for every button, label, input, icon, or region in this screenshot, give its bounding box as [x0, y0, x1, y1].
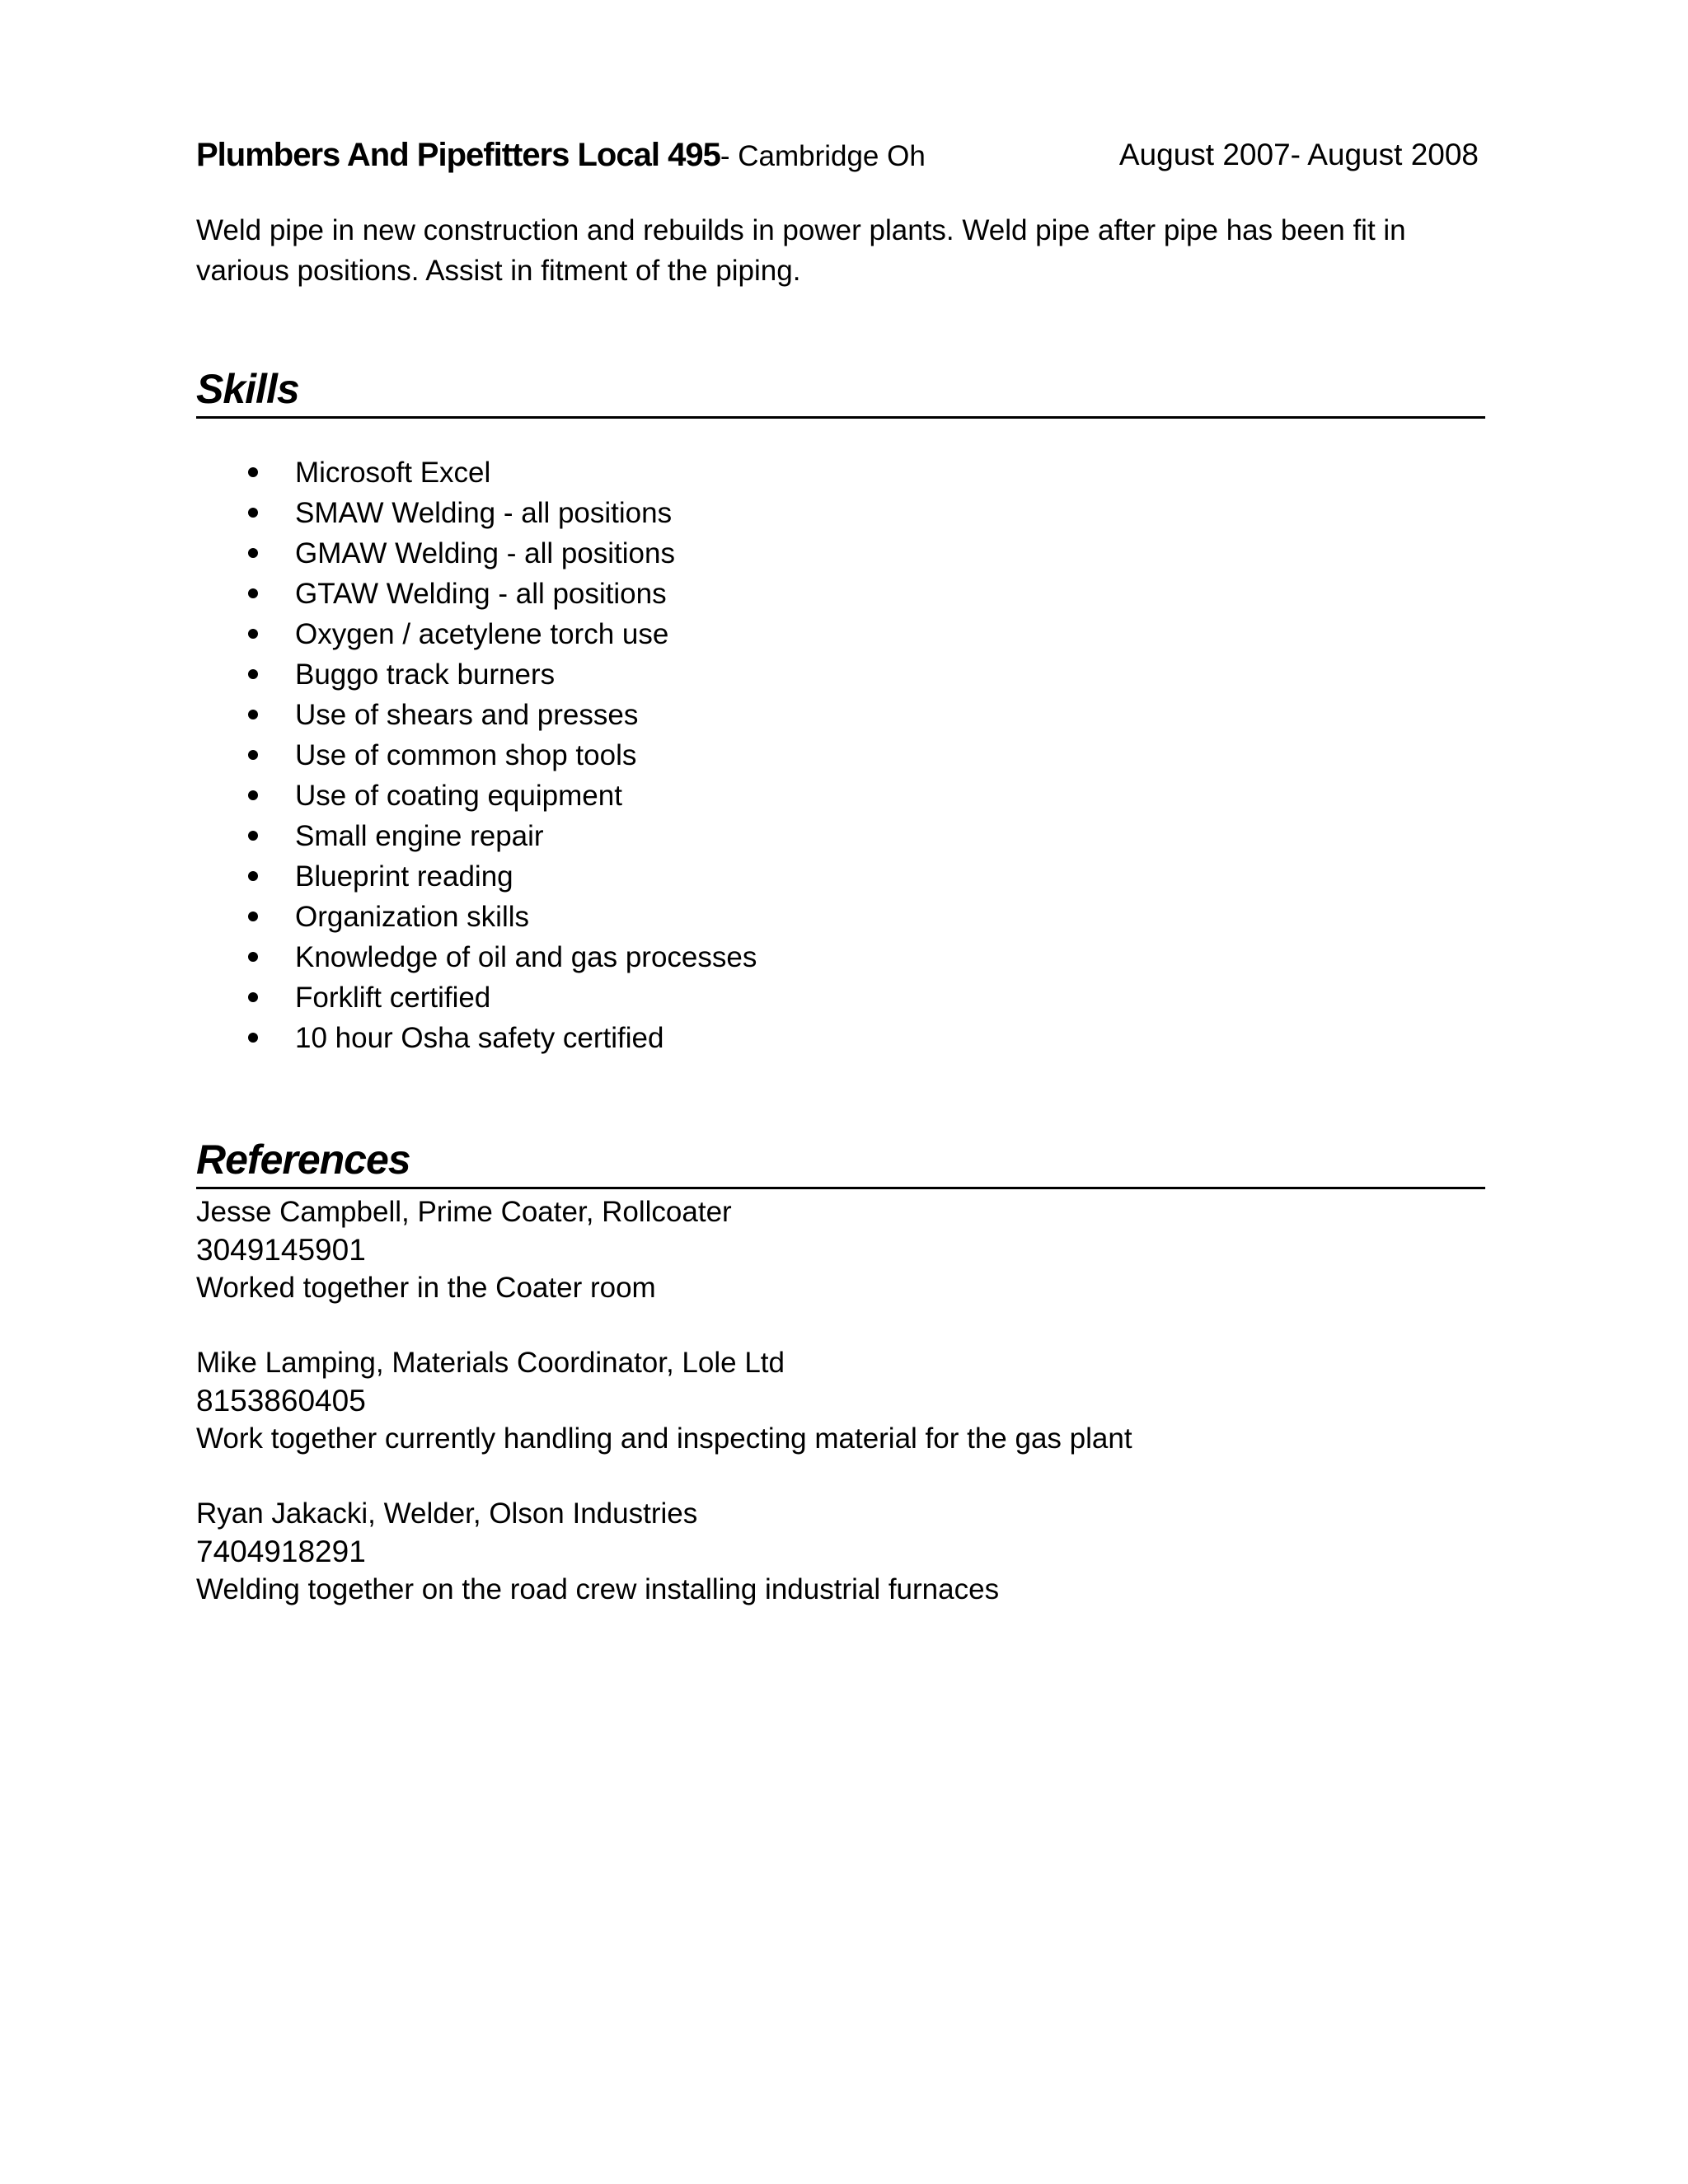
- skill-label: Buggo track burners: [295, 658, 556, 691]
- reference-entry: [196, 1344, 1482, 1458]
- reference-phone: 8153860405: [196, 1384, 366, 1418]
- skill-item: [196, 452, 757, 493]
- bullet-icon: [248, 871, 258, 881]
- bullet-icon: [248, 588, 258, 598]
- bullet-icon: [248, 1033, 258, 1043]
- reference-phone: 7404918291: [196, 1535, 366, 1568]
- skill-item: [196, 533, 757, 574]
- skill-label: Use of shears and presses: [295, 699, 639, 731]
- skill-item: [196, 574, 757, 614]
- bullet-icon: [248, 548, 258, 558]
- job-location: - Cambridge Oh: [720, 140, 926, 172]
- reference-name: Ryan Jakacki, Welder, Olson Industries: [196, 1497, 698, 1530]
- job-employer: Plumbers And Pipefitters Local 495: [196, 137, 720, 173]
- skill-label: Use of coating equipment: [295, 780, 622, 812]
- bullet-icon: [248, 912, 258, 921]
- job-employer-line: [196, 130, 926, 181]
- skill-label: Forklift certified: [295, 982, 491, 1014]
- skill-label: Use of common shop tools: [295, 739, 637, 771]
- skill-label: Microsoft Excel: [295, 457, 491, 489]
- reference-name: Mike Lamping, Materials Coordinator, Lole Ltd: [196, 1347, 785, 1379]
- skill-label: GMAW Welding - all positions: [295, 537, 675, 569]
- skill-item: [196, 937, 757, 977]
- reference-note: Welding together on the road crew installing industrial furnaces: [196, 1573, 1000, 1605]
- skill-item: [196, 614, 757, 654]
- skill-item: [196, 977, 757, 1018]
- skill-item: [196, 897, 757, 937]
- job-header: [196, 130, 1479, 180]
- skill-item: [196, 856, 757, 897]
- reference-phone: 3049145901: [196, 1233, 366, 1267]
- reference-entry: [196, 1495, 1482, 1609]
- reference-note: Work together currently handling and inspecting material for the gas plant: [196, 1422, 1132, 1455]
- skill-label: Organization skills: [295, 901, 529, 933]
- skill-item: [196, 776, 757, 816]
- skills-list: [196, 452, 757, 1058]
- references-list: [196, 1193, 1482, 1646]
- reference-name: Jesse Campbell, Prime Coater, Rollcoater: [196, 1196, 732, 1228]
- skill-label: Oxygen / acetylene torch use: [295, 618, 669, 650]
- bullet-icon: [248, 952, 258, 962]
- job-dates: August 2007- August 2008: [1118, 138, 1479, 171]
- skills-heading: Skills: [196, 363, 1485, 419]
- bullet-icon: [248, 790, 258, 800]
- skill-item: [196, 493, 757, 533]
- bullet-icon: [248, 710, 258, 719]
- bullet-icon: [248, 629, 258, 639]
- skill-label: SMAW Welding - all positions: [295, 497, 673, 529]
- reference-entry: [196, 1193, 1482, 1307]
- reference-note: Worked together in the Coater room: [196, 1272, 656, 1304]
- skill-item: [196, 816, 757, 856]
- bullet-icon: [248, 467, 258, 477]
- skill-label: Knowledge of oil and gas processes: [295, 941, 757, 973]
- job-description: Weld pipe in new construction and rebuilds in power plants. Weld pipe after pipe has been fit in various positions. Assist in fitment of the piping.: [196, 214, 1406, 287]
- bullet-icon: [248, 831, 258, 841]
- skill-label: Small engine repair: [295, 820, 544, 852]
- skill-item: [196, 1018, 757, 1058]
- skill-item: [196, 654, 757, 695]
- skill-label: Blueprint reading: [295, 860, 513, 893]
- bullet-icon: [248, 508, 258, 518]
- skill-item: [196, 695, 757, 735]
- bullet-icon: [248, 669, 258, 679]
- bullet-icon: [248, 750, 258, 760]
- bullet-icon: [248, 992, 258, 1002]
- skill-label: 10 hour Osha safety certified: [295, 1022, 664, 1054]
- references-heading: References: [196, 1134, 1485, 1189]
- skill-label: GTAW Welding - all positions: [295, 578, 667, 610]
- skill-item: [196, 735, 757, 776]
